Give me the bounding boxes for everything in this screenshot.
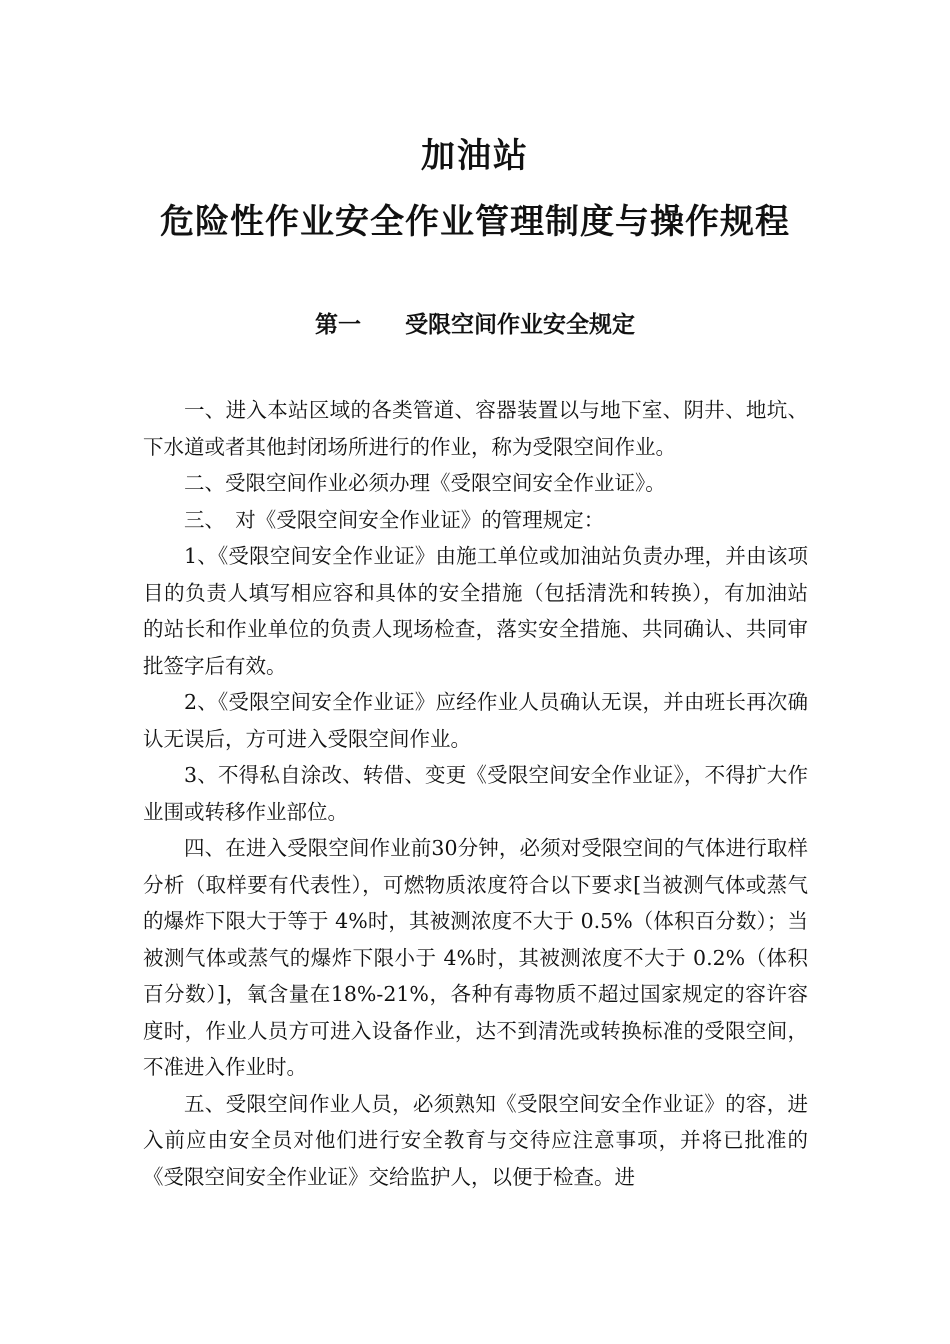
document-subtitle: 危险性作业安全作业管理制度与操作规程 xyxy=(160,202,790,242)
paragraph: 二、受限空间作业必须办理《受限空间安全作业证》。 xyxy=(184,471,666,495)
paragraph: 一、进入本站区域的各类管道、容器装置以与地下室、阴井、地坑、下水道或者其他封闭场所进行的作业，称为受限空间作业。 xyxy=(143,398,808,459)
paragraph: 四、在进入受限空间作业前30分钟，必须对受限空间的气体进行取样分析（取样要有代表性），可燃物质浓度符合以下要求[当被测气体或蒸气的爆炸下限大于等于 4%时，其被测浓度不大于 0.5%（体积百分数）；当被测气体或蒸气的爆炸下限小于 4%时，其被测浓度不大于 0.2%（体积百分数）]，氧含量在18%-21%，各种有毒物质不超过国家规定的容许容度时，作业人员方可进入设备作业，达不到清洗或转换标准的受限空间，不准进入作业时。 xyxy=(143,836,808,1079)
paragraph: 三、 对《受限空间安全作业证》的管理规定： xyxy=(184,507,605,532)
section-number: 第一 xyxy=(315,312,361,338)
paragraph: 五、受限空间作业人员，必须熟知《受限空间安全作业证》的容，进入前应由安全员对他们进行安全教育与交待应注意事项，并将已批准的《受限空间安全作业证》交给监护人，以便于检查。进 xyxy=(143,1091,808,1189)
section-heading xyxy=(0,306,950,339)
section-title: 受限空间作业安全规定 xyxy=(405,312,635,338)
document-title: 加油站 xyxy=(421,136,529,176)
document-body xyxy=(143,392,808,1195)
paragraph: 3、不得私自涂改、转借、变更《受限空间安全作业证》，不得扩大作业围或转移作业部位。 xyxy=(143,763,808,824)
paragraph: 2、《受限空间安全作业证》应经作业人员确认无误，并由班长再次确认无误后，方可进入受限空间作业。 xyxy=(143,690,808,751)
paragraph: 1、《受限空间安全作业证》由施工单位或加油站负责办理，并由该项目的负责人填写相应容和具体的安全措施（包括清洗和转换），有加油站的站长和作业单位的负责人现场检查，落实安全措施、共同确认、共同审批签字后有效。 xyxy=(143,544,808,678)
